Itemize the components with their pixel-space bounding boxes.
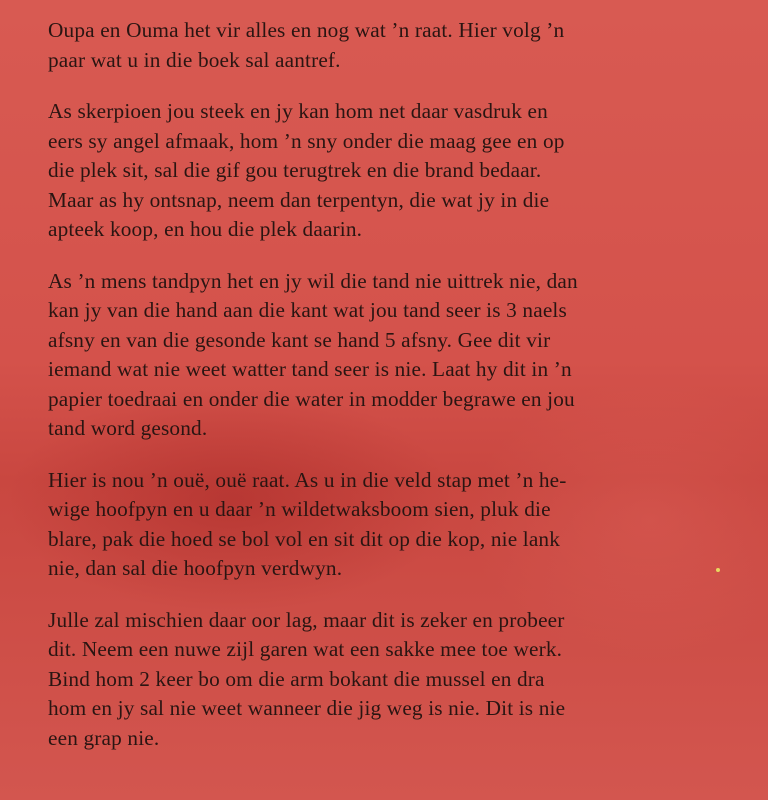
text-line: afsny en van die gesonde kant se hand 5 afsny. Gee dit vir	[48, 327, 551, 352]
text-line: wige hoofpyn en u daar ’n wildetwaksboom sien, pluk die	[48, 497, 551, 521]
text-line: een grap nie.	[48, 725, 160, 750]
text-line: paar wat u in die boek sal aantref.	[48, 47, 341, 72]
text-line: tand word gesond.	[48, 416, 208, 440]
text-line: As ’n mens tandpyn het en jy wil die tand nie uittrek nie, dan	[48, 268, 578, 293]
text-line: nie, dan sal die hoofpyn verdwyn.	[48, 556, 343, 580]
paragraph-headache-remedy	[48, 466, 738, 584]
text-line: Julle zal mischien daar oor lag, maar dit is zeker en probeer	[48, 607, 565, 632]
text-line: Hier is nou ’n ouë, ouë raat. As u in die veld stap met ’n he-	[48, 467, 567, 492]
text-line: blare, pak die hoed se bol vol en sit dit op die kop, nie lank	[48, 526, 561, 551]
cover-text	[48, 16, 738, 775]
text-line: hom en jy sal nie weet wanneer die jig weg is nie. Dit is nie	[48, 696, 566, 720]
paragraph-intro	[48, 16, 738, 75]
text-line: Bind hom 2 keer bo om die arm bokant die mussel en dra	[48, 666, 545, 691]
paper-speck	[716, 568, 720, 572]
text-line: Maar as hy ontsnap, neem dan terpentyn, die wat jy in die	[48, 187, 550, 212]
text-line: apteek koop, en hou die plek daarin.	[48, 217, 363, 241]
text-line: kan jy van die hand aan die kant wat jou tand seer is 3 naels	[48, 298, 567, 322]
text-line: die plek sit, sal die gif gou terugtrek en die brand bedaar.	[48, 158, 542, 182]
text-line: iemand wat nie weet watter tand seer is nie. Laat hy dit in ’n	[48, 357, 572, 381]
text-line: papier toedraai en onder die water in modder begrawe en jou	[48, 386, 575, 411]
text-line: dit. Neem een nuwe zijl garen wat een sakke mee toe werk.	[48, 637, 563, 661]
text-line: Oupa en Ouma het vir alles en nog wat ’n raat. Hier volg ’n	[48, 18, 565, 42]
text-line: eers sy angel afmaak, hom ’n sny onder die maag gee en op	[48, 128, 565, 153]
paragraph-scorpion-remedy	[48, 97, 738, 245]
paragraph-toothache-remedy	[48, 267, 738, 444]
text-line: As skerpioen jou steek en jy kan hom net daar vasdruk en	[48, 99, 548, 123]
paragraph-gout-remedy	[48, 606, 738, 754]
